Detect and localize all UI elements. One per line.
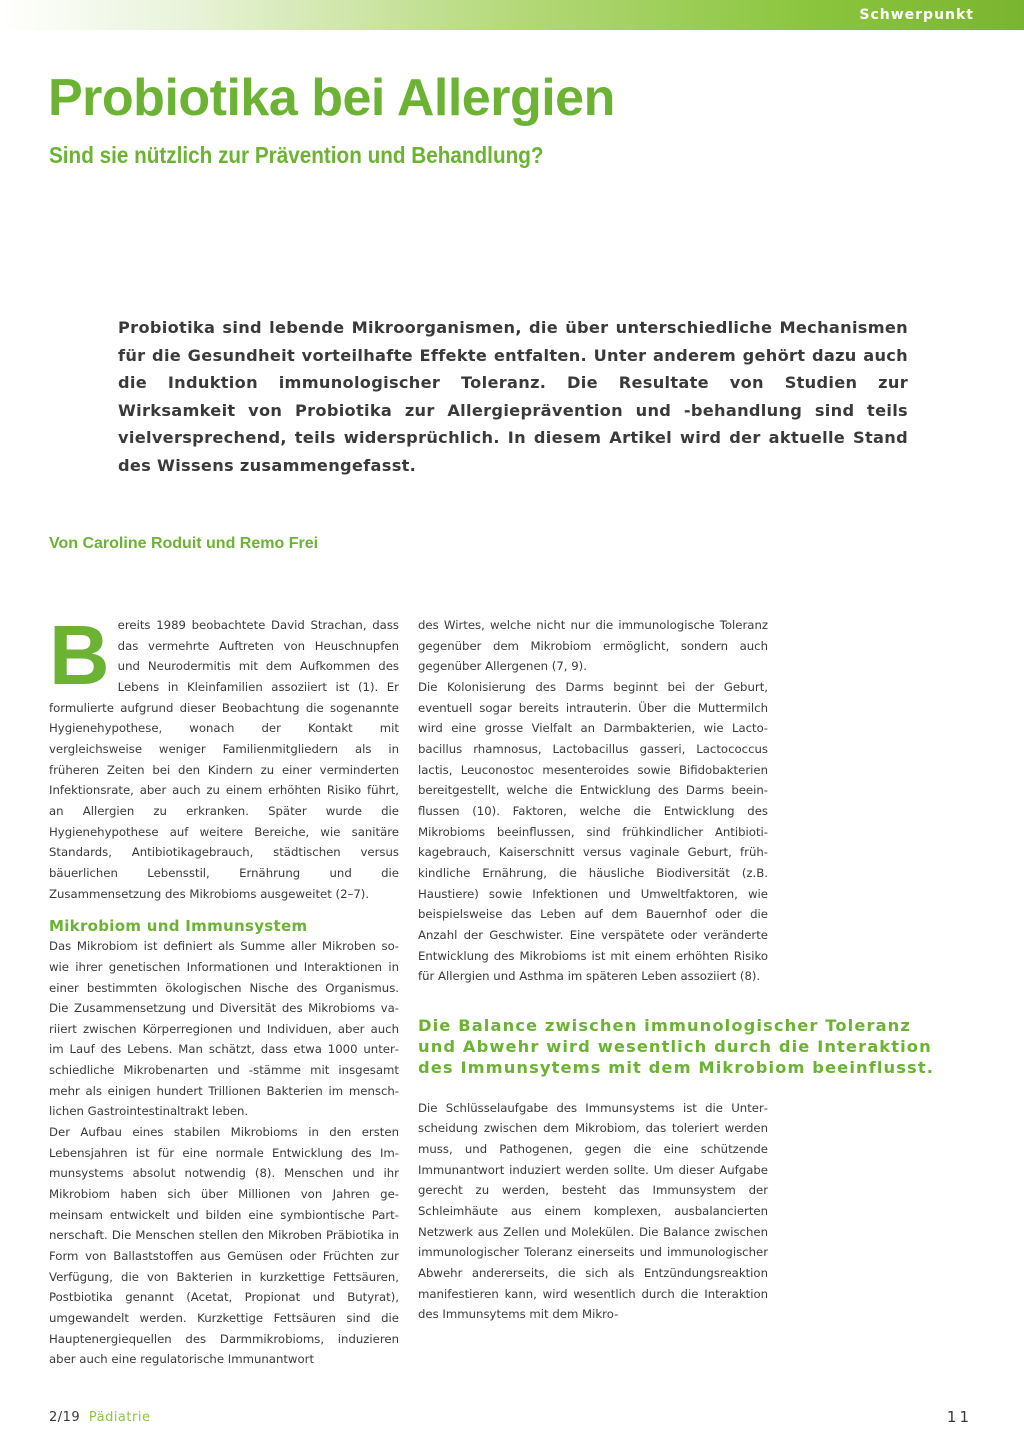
byline: Von Caroline Roduit und Remo Frei (49, 535, 319, 552)
page-number: 11 (946, 1408, 972, 1426)
magazine-name: Pädiatrie (88, 1410, 151, 1425)
article-subtitle: Sind sie nützlich zur Prävention und Behandlung? (49, 142, 544, 168)
body-paragraph: Das Mikrobiom ist definiert als Summe aller Mikroben sowie ihrer genetischen Informationen und Interaktionen in einer bestimmten ökologischen Nische des Organismus. Die Zusammensetzung und Diversität des Mikrobioms variiert zwischen Körperregionen und Individuen, aber auch im Lauf des Lebens. Man schätzt, dass etwa 1000 unterschiedliche Mikrobenarten und -stämme mit insgesamt mehr als einigen hundert Trillionen Bakterien im menschlichen Gastrointestinaltrakt leben. (49, 939, 399, 1119)
body-paragraph: Die Schlüsselaufgabe des Immunsystems ist die Unterscheidung zwischen dem Mikrobiom, das toleriert werden muss, und Pathogenen, gegen die eine schützende Immunantwort induziert werden sollte. Um dieser Aufgabe gerecht zu werden, besteht das Immunsystem der Schleimhäute aus einem komplexen, ausbalancierten Netzwerk aus Zellen und Molekülen. Die Balance zwischen immunologischer Toleranz einerseits und immunologischer Abwehr andererseits, die sich als Entzündungsreaktion manifestieren kann, wird wesentlich durch die Interaktion des Immunsytems mit dem Mikro- (418, 1100, 768, 1322)
pull-quote: Die Balance zwischen immunologischer Toleranz und Abwehr wird wesentlich durch die Interaktion des Immunsytems mit dem Mikrobiom beeinflusst. (418, 1015, 934, 1077)
body-paragraph: Der Aufbau eines stabilen Mikrobioms in den ersten Lebensjahren ist für eine normale Entwicklung des Immunsystems absolut notwendig (8). Menschen und ihr Mikrobiom haben sich über Millionen von Jahren gemeinsam entwickelt und bilden eine symbiontische Partnerschaft. Die Menschen stellen den Mikroben Präbiotika in Form von Ballaststoffen aus Gemüsen oder Früchten zur Verfügung, die von Bakterien in kurzkettige Fettsäuren, Postbiotika genannt (Acetat, Propionat und Butyrat), umgewandelt werden. Kurzkettige Fettsäuren sind die Hauptenergiequellen des Darmmikrobioms, induzieren aber auch eine regulatorische Immunantwort (49, 1125, 399, 1367)
body-paragraph: des Wirtes, welche nicht nur die immunologische Toleranz gegenüber dem Mikrobiom ermöglicht, sondern auch gegenüber Allergenen (7, 9). (418, 618, 768, 674)
lead-paragraph: Probiotika sind lebende Mikroorganismen, die über unterschiedliche Mechanismen für die Gesundheit vorteilhafte Effekte entfalten. Unter anderem gehört dazu auch die Induktion immunologischer Toleranz. Die Resultate von Studien zur Wirksamkeit von Probiotika zur Allergieprävention und -behandlung sind teils vielversprechend, teils widersprüchlich. In diesem Artikel wird der aktuelle Stand des Wissens zusammengefasst. (118, 318, 908, 475)
text-column-left (49, 608, 399, 1370)
body-paragraph: Die Kolonisierung des Darms beginnt bei der Geburt, eventuell sogar bereits intrauterin. Über die Muttermilch wird eine grosse Vielfalt an Darmbakterien, wie Lactobacillus rhamnosus, Lactobacillus gasseri, Lactococcus lactis, Leuconostoc mesenteroides sowie Bifidobakterien bereitgestellt, welche die Entwicklung des Darms beeinflussen (10). Faktoren, welche die Entwicklung des Mikrobioms beeinflussen, sind frühkindlicher Antibiotikagebrauch, Kaiserschnitt versus vaginale Geburt, frühkindliche Ernährung, die häusliche Biodiversität (z.B. Haustiere) sowie Infektionen und Umweltfaktoren, wie beispielsweise das Leben auf dem Bauernhof oder die Anzahl der Geschwister. Eine verspätete oder veränderte Entwicklung des Mikrobioms ist mit einem erhöhten Risiko für Allergien und Asthma im späteren Leben assoziiert (8). (418, 679, 768, 984)
issue-number: 2/19 (49, 1410, 81, 1425)
section-label: Schwerpunkt (859, 7, 974, 23)
drop-cap: B (49, 608, 110, 702)
section-heading: Mikrobiom und Immunsystem (49, 917, 308, 936)
article-title: Probiotika bei Allergien (48, 69, 615, 127)
header-bar (0, 0, 1024, 30)
footer-issue-line (49, 1410, 150, 1425)
body-paragraph: ereits 1989 beobachtete David Strachan, dass das vermehrte Auftreten von Heuschnupfen und Neurodermitis mit dem Aufkommen des Lebens in Kleinfamilien assoziiert ist (1). Er formulierte aufgrund dieser Beobachtung die sogenannte Hygienehypothese, wonach der Kontakt mit vergleichsweise weniger Familienmitgliedern als in früheren Zeiten bei den Kindern zu einer verminderten Infektionsrate, aber auch zu einem erhöhten Risiko führt, an Allergien zu erkranken. Später wurde die Hygienehypothese auf weitere Bereiche, wie sanitäre Standards, Antibiotikagebrauch, städtischen versus bäuerlichen Lebensstil, Ernährung und die Zusammensetzung des Mikrobioms ausgeweitet (2–7). (49, 618, 399, 901)
text-column-right (418, 615, 934, 1325)
